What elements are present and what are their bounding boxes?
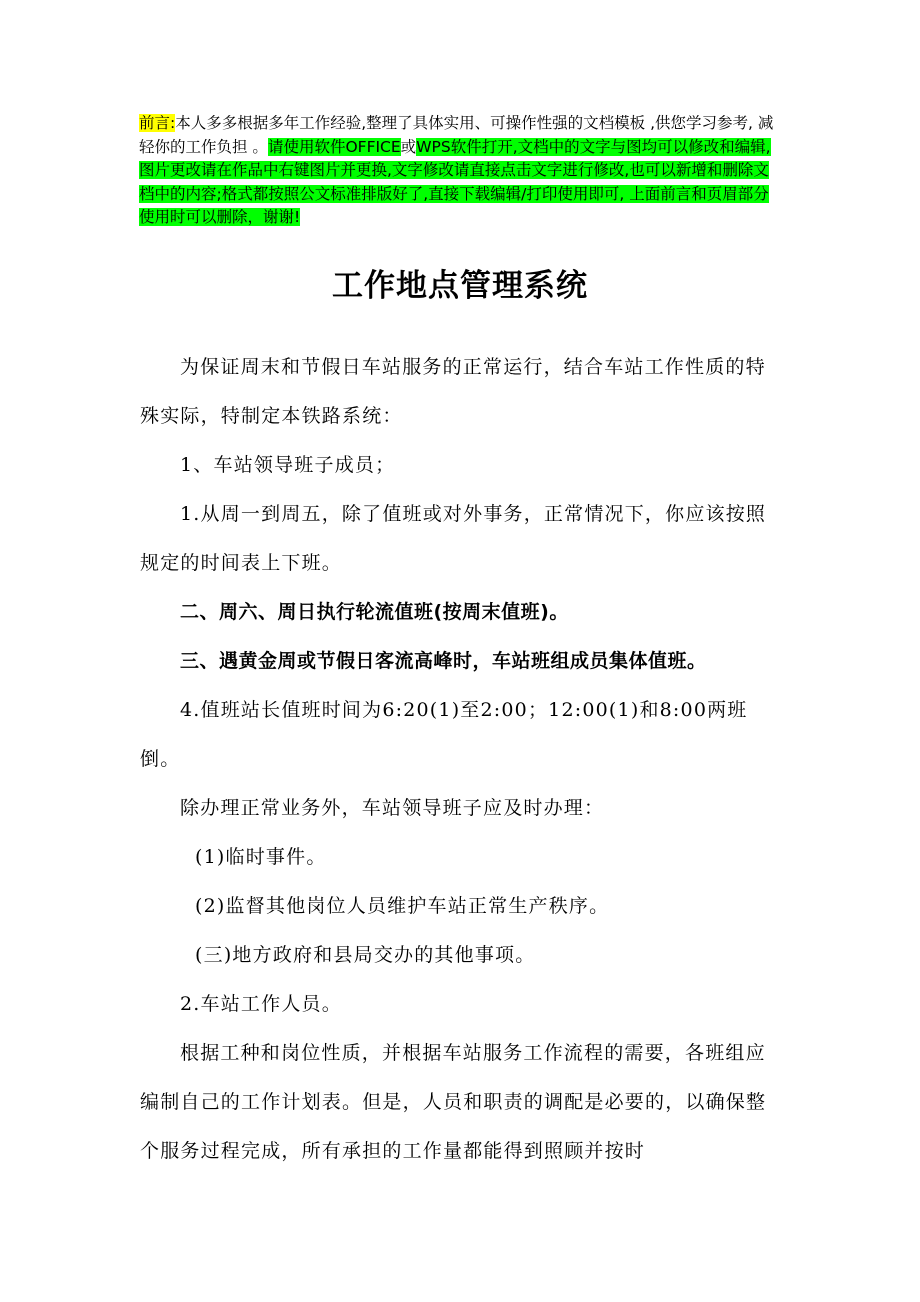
- preface-wps: WPS: [416, 137, 451, 156]
- paragraph-duty-3: (三)地方政府和县局交办的其他事项。: [195, 944, 536, 966]
- paragraph-heading-1: 1、车站领导班子成员；: [180, 454, 396, 476]
- paragraph-duty-1: (1)临时事件。: [195, 846, 327, 868]
- preface-text-1: 本人多多根据多年工作经验,整理了具体实用、可操作性强的文档模板 ,供您学习参考, 减轻你的工作负担 。: [139, 114, 774, 156]
- document-body: [140, 343, 780, 1176]
- preface-note: [139, 112, 779, 230]
- paragraph-staff-plan: 根据工种和岗位性质，并根据车站服务工作流程的需要，各班组应编制自己的工作计划表。但是，人员和职责的调配是必要的，以确保整个服务过程完成，所有承担的工作量都能得到照顾并按时: [140, 1042, 767, 1162]
- paragraph-weekday: 1.从周一到周五，除了值班或对外事务，正常情况下，你应该按照规定的时间表上下班。: [140, 503, 767, 574]
- preface-text-2: 请使用软件: [267, 137, 346, 156]
- preface-office: OFFICE: [345, 137, 401, 156]
- preface-text-3: 软件打开,文档中的文字与图均可以修改和编辑,图片更改请在作品中右键图片并更换,文字修改请直接点击文字进行修改,也可以新增和删除文档中的内容;格式都按照公文标准排版好了,直接下载编辑/打印使用即可, 上面前言和页眉部分使用时可以删除，谢谢!: [139, 137, 771, 226]
- preface-or: 或: [400, 137, 417, 156]
- preface-label: 前言:: [139, 114, 176, 132]
- paragraph-heading-staff: 2.车站工作人员。: [180, 993, 342, 1015]
- paragraph-shift-time: 4.值班站长值班时间为6:20(1)至2:00；12:00(1)和8:00两班倒。: [140, 699, 748, 770]
- paragraph-duty-2: (2)监督其他岗位人员维护车站正常生产秩序。: [195, 895, 610, 917]
- paragraph-duties-intro: 除办理正常业务外，车站领导班子应及时办理：: [180, 797, 605, 819]
- paragraph-heading-2: 二、周六、周日执行轮流值班(按周末值班)。: [180, 601, 569, 623]
- paragraph-heading-3: 三、遇黄金周或节假日客流高峰时，车站班组成员集体值班。: [180, 650, 707, 672]
- paragraph-intro: 为保证周末和节假日车站服务的正常运行，结合车站工作性质的特殊实际，特制定本铁路系统：: [140, 356, 766, 427]
- document-title: 工作地点管理系统: [332, 268, 588, 304]
